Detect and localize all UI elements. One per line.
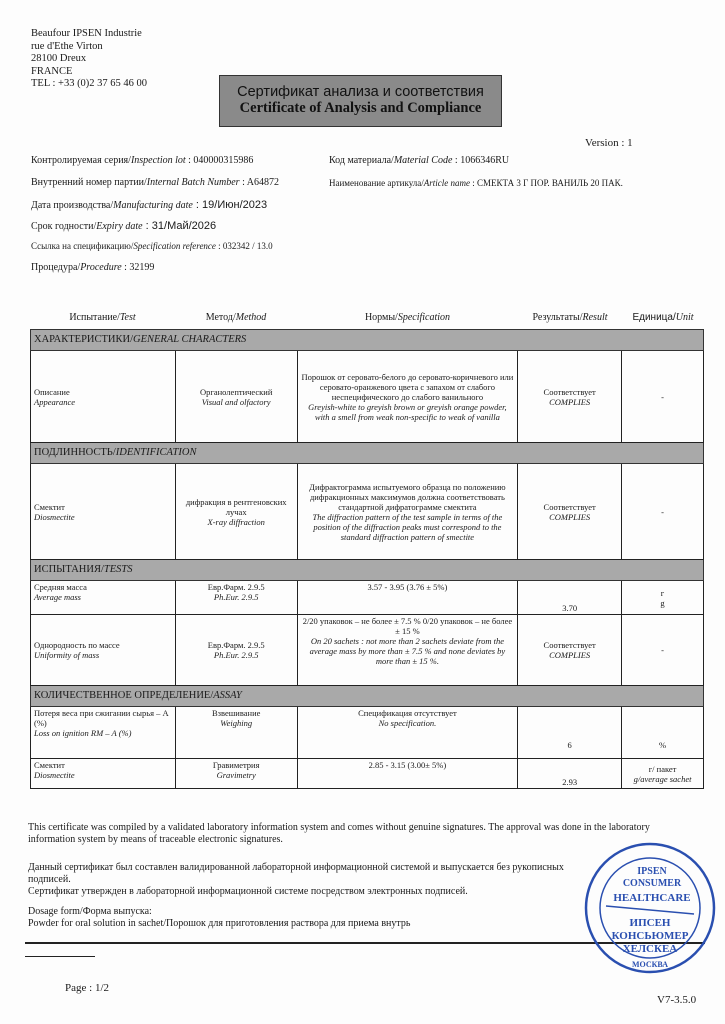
document-title: Сертификат анализа и соответствия Certificate of Analysis and Compliance [219, 75, 502, 127]
results-table [30, 329, 704, 789]
table-row: Смектит Diosmectite дифракция в рентгеновских лучах X-ray diffraction Дифрактограмма испытуемого образца по положению дифракционных максимумов должна соответствовать стандартной дифратограмме смектита The diffraction pattern of the test sample in terms of the position of the diffraction peaks must correspond to the standard diffraction pattern of smectite Соответствует COMPLIES - [31, 464, 704, 560]
page-number: Page : 1/2 [65, 982, 109, 994]
batch-number: Внутренний номер партии/Internal Batch Number : A64872 [31, 177, 280, 188]
manufacturing-date: Дата производства/Manufacturing date : 19/Июн/2023 [31, 199, 268, 211]
svg-text:IPSEN: IPSEN [637, 866, 667, 877]
document-version: V7-3.5.0 [657, 994, 697, 1006]
col-unit: Единица/Unit [632, 312, 694, 323]
article-name: Наименование артикула/Article name : СМЕКТА 3 Г ПОР. ВАНИЛЬ 20 ПАК. [329, 178, 623, 188]
table-row: Потеря веса при сжигании сырья – A (%) Loss on ignition RM – A (%) Взвешивание Weighing Спецификация отсутствует No specification. 6 % [31, 707, 704, 759]
table-row: Средняя масса Average mass Евр.Фарм. 2.9.5 Ph.Eur. 2.9.5 3.57 - 3.95 (3.76 ± 5%) 3.70 г g [31, 581, 704, 615]
col-test: Испытание/Test [69, 312, 136, 323]
col-method: Метод/Method [205, 312, 267, 323]
inspection-lot: Контролируемая серия/Inspection lot : 040000315986 [31, 155, 254, 166]
svg-text:HEALTHCARE: HEALTHCARE [613, 892, 691, 904]
footer-divider-short [25, 956, 95, 957]
electronic-signature-note-en: This certificate was compiled by a validated laboratory information system and comes without genuine signatures. The approval was done in the laboratory information system by means of traceable electronic signatures. [28, 822, 650, 845]
section-identification: ПОДЛИННОСТЬ/IDENTIFICATION [31, 443, 704, 464]
material-code: Код материала/Material Code : 1066346RU [329, 155, 510, 166]
company-address: Beaufour IPSEN Industrie rue d'Ethe Virton 28100 Dreux FRANCE TEL : +33 (0)2 37 65 46 00 [31, 28, 148, 89]
svg-text:ИПСЕН: ИПСЕН [629, 917, 671, 929]
table-row: Описание Appearance Органолептический Visual and olfactory Порошок от серовато-белого до серовато-коричневого или серовато-оранжевого цвета с запахом от слабого неспецифического до слабого ванильного Greyish-white to greyish brown or greyish orange powder, with a smell from weak non-specific to weak of vanilla Соответствует COMPLIES - [31, 351, 704, 443]
section-general: ХАРАКТЕРИСТИКИ/GENERAL CHARACTERS [31, 330, 704, 351]
svg-text:ХЕЛСКЕА: ХЕЛСКЕА [622, 943, 678, 955]
version: Version : 1 [585, 137, 633, 149]
dosage-form: Dosage form/Форма выпуска: Powder for oral solution in sachet/Порошок для приготовления раствора для приема внутрь [28, 906, 411, 929]
col-result: Результаты/Result [532, 312, 608, 323]
section-tests: ИСПЫТАНИЯ/TESTS [31, 560, 704, 581]
table-row: Смектит Diosmectite Гравиметрия Gravimetry 2.85 - 3.15 (3.00± 5%) 2.93 г/ пакет g/average sachet [31, 759, 704, 789]
svg-text:CONSUMER: CONSUMER [622, 878, 682, 889]
table-row: Однородность по массе Uniformity of mass Евр.Фарм. 2.9.5 Ph.Eur. 2.9.5 2/20 упаковок – не более ± 7.5 % 0/20 упаковок – не более ± 15 % On 20 sachets : not more than 2 sachets deviate from the average mass by more than ± 7.5 % and none deviates by more than ± 15 %. Соответствует COMPLIES - [31, 615, 704, 686]
company-stamp [580, 840, 720, 976]
expiry-date: Срок годности/Expiry date : 31/Май/2026 [31, 220, 217, 232]
section-assay: КОЛИЧЕСТВЕННОЕ ОПРЕДЕЛЕНИЕ/ASSAY [31, 686, 704, 707]
spec-reference: Ссылка на спецификацию/Specification reference : 032342 / 13.0 [31, 241, 273, 251]
procedure: Процедура/Procedure : 32199 [31, 262, 155, 273]
svg-text:КОНСЬЮМЕР: КОНСЬЮМЕР [611, 930, 689, 942]
electronic-signature-note-ru: Данный сертификат был составлен валидированной лабораторной информационной системой и выпускается без рукописных подписей. Сертификат утвержден в лабораторной информационной системе посредством электронных подписей. [28, 862, 564, 897]
svg-text:МОСКВА: МОСКВА [631, 960, 669, 969]
col-spec: Нормы/Specification [364, 312, 451, 323]
